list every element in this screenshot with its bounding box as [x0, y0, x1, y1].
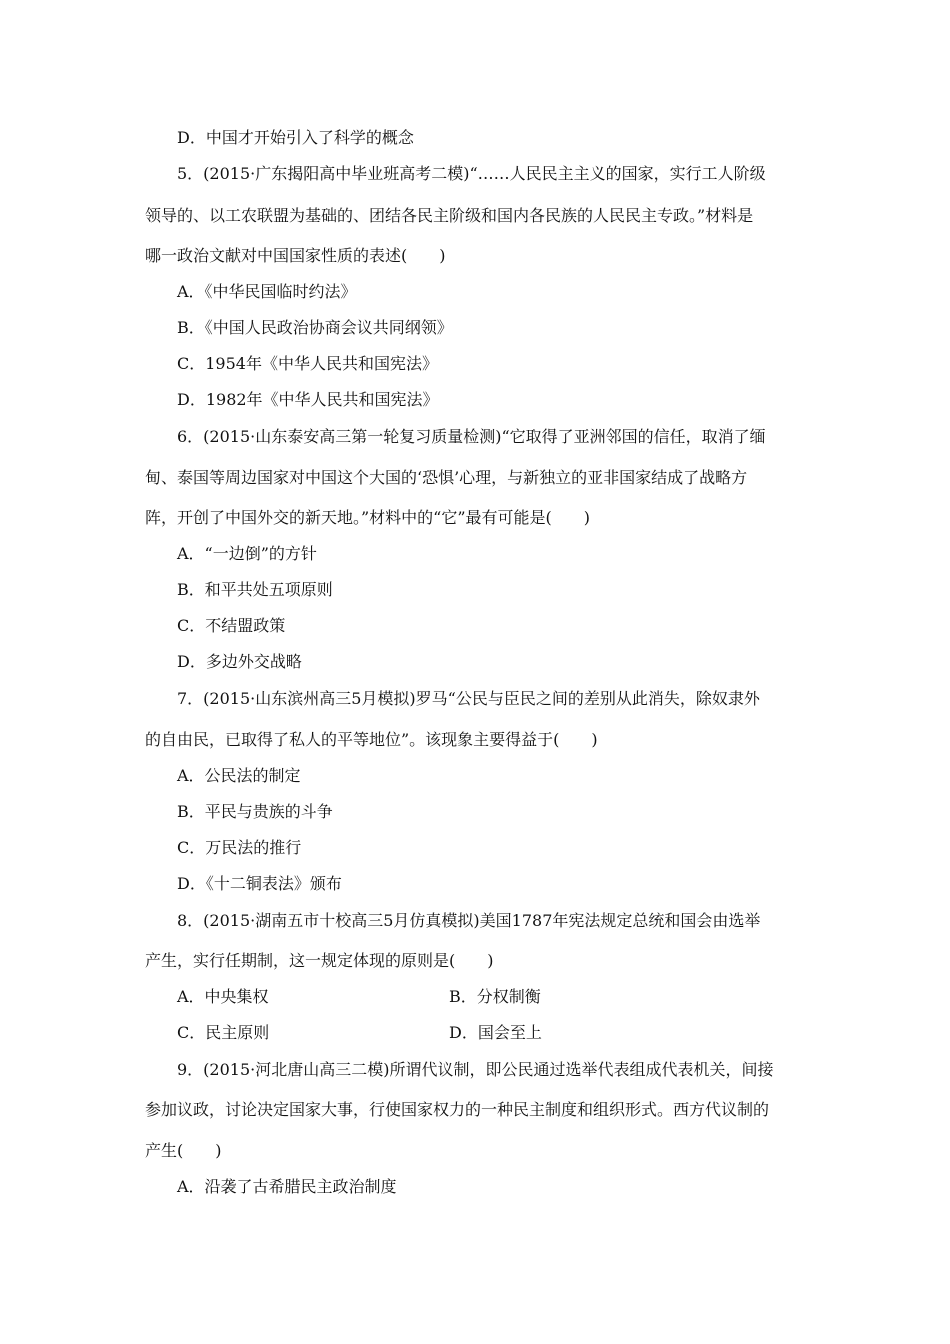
- q8-option-b: B．分权制衡: [449, 987, 541, 1006]
- q7-option-b: B．平民与贵族的斗争: [177, 802, 333, 821]
- q5-option-d: D．1982年《中华人民共和国宪法》: [177, 390, 439, 409]
- q9-stem-line-2: 参加议政，讨论决定国家大事，行使国家权力的一种民主制度和组织形式。西方代议制的: [145, 1100, 770, 1119]
- q6-option-c: C．不结盟政策: [177, 616, 286, 635]
- q6-stem-line-3: 阵，开创了中国外交的新天地。”材料中的“它”最有可能是( ): [145, 508, 591, 527]
- q6-option-d: D．多边外交战略: [177, 652, 302, 671]
- q5-option-b: B．《中国人民政治协商会议共同纲领》: [177, 318, 453, 337]
- q8-stem-line-1: 8．(2015·湖南五市十校高三5月仿真模拟)美国1787年宪法规定总统和国会由选举: [177, 911, 761, 930]
- q5-stem-line-3: 哪一政治文献对中国国家性质的表述( ): [145, 246, 446, 265]
- q7-option-a: A．公民法的制定: [177, 766, 301, 785]
- q5-option-a: A．《中华民国临时约法》: [177, 282, 357, 301]
- q8-option-c: C．民主原则: [177, 1023, 270, 1042]
- q8-option-a: A．中央集权: [177, 987, 269, 1006]
- q5-option-c: C．1954年《中华人民共和国宪法》: [177, 354, 438, 373]
- q6-option-a: A．“一边倒”的方针: [177, 544, 317, 563]
- q6-stem-line-1: 6．(2015·山东泰安高三第一轮复习质量检测)“它取得了亚洲邻国的信任，取消了缅: [177, 427, 766, 446]
- q8-option-d: D．国会至上: [449, 1023, 542, 1042]
- q9-stem-line-3: 产生( ): [145, 1141, 222, 1160]
- q6-option-b: B．和平共处五项原则: [177, 580, 333, 599]
- q7-option-c: C．万民法的推行: [177, 838, 302, 857]
- q9-option-a: A．沿袭了古希腊民主政治制度: [177, 1177, 397, 1196]
- q5-stem-line-2: 领导的、以工农联盟为基础的、团结各民主阶级和国内各民族的人民民主专政。”材料是: [145, 206, 754, 225]
- q6-stem-line-2: 甸、泰国等周边国家对中国这个大国的‘恐惧’心理，与新独立的亚非国家结成了战略方: [145, 468, 748, 487]
- q9-stem-line-1: 9．(2015·河北唐山高三二模)所谓代议制，即公民通过选举代表组成代表机关，间接: [177, 1060, 774, 1079]
- q4-option-d: D．中国才开始引入了科学的概念: [177, 128, 414, 147]
- q8-stem-line-2: 产生，实行任期制，这一规定体现的原则是( ): [145, 951, 494, 970]
- q5-stem-line-1: 5．(2015·广东揭阳高中毕业班高考二模)“……人民民主主义的国家，实行工人阶级: [177, 164, 766, 183]
- q7-stem-line-1: 7．(2015·山东滨州高三5月模拟)罗马“公民与臣民之间的差别从此消失，除奴隶外: [177, 689, 760, 708]
- q7-stem-line-2: 的自由民，已取得了私人的平等地位”。该现象主要得益于( ): [145, 730, 598, 749]
- q7-option-d: D．《十二铜表法》颁布: [177, 874, 342, 893]
